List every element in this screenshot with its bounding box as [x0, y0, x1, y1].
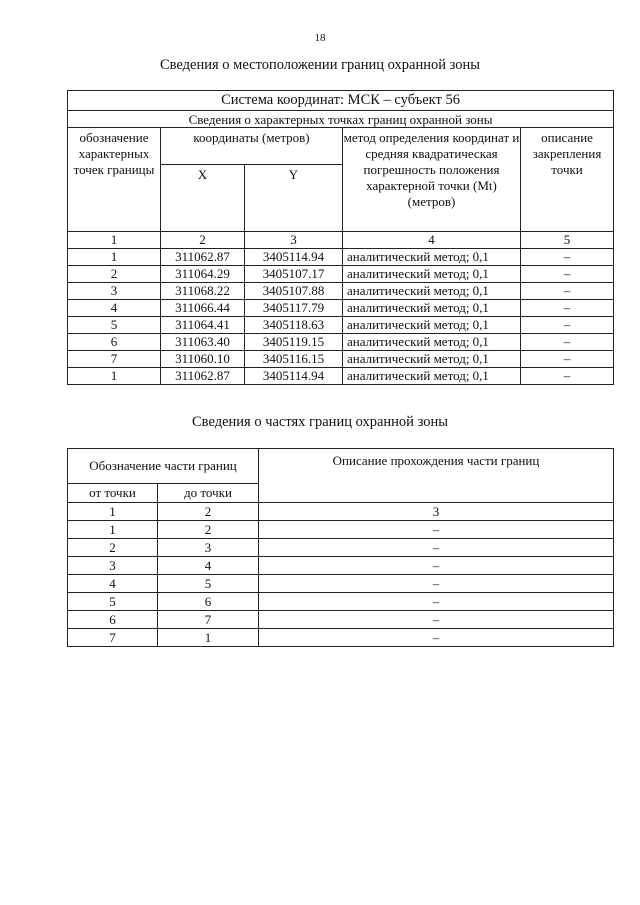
table-row: [68, 368, 614, 385]
description-cell: –: [259, 629, 614, 647]
column-number: 1: [68, 503, 158, 521]
from-cell: 4: [68, 575, 158, 593]
table-row: [68, 629, 614, 647]
description-cell: –: [521, 266, 614, 283]
y-cell: 3405116.15: [245, 351, 343, 368]
from-cell: 6: [68, 611, 158, 629]
description-cell: –: [521, 334, 614, 351]
description-cell: –: [521, 249, 614, 266]
header-from-point: от точки: [68, 484, 158, 503]
to-cell: 5: [158, 575, 259, 593]
x-cell: 311068.22: [161, 283, 245, 300]
header-description: описание закрепления точки: [521, 128, 614, 232]
section-title-location: Сведения о местоположении границ охранной зоны: [159, 57, 480, 73]
method-cell: аналитический метод; 0,1: [343, 283, 521, 300]
to-cell: 3: [158, 539, 259, 557]
table-row: [68, 317, 614, 334]
y-cell: 3405107.88: [245, 283, 343, 300]
point-cell: 6: [68, 334, 161, 351]
column-number: 3: [245, 232, 343, 249]
method-cell: аналитический метод; 0,1: [343, 317, 521, 334]
table-row: [68, 593, 614, 611]
to-cell: 2: [158, 521, 259, 539]
column-number: 4: [343, 232, 521, 249]
description-cell: –: [259, 557, 614, 575]
from-cell: 3: [68, 557, 158, 575]
point-cell: 1: [68, 368, 161, 385]
from-cell: 5: [68, 593, 158, 611]
to-cell: 7: [158, 611, 259, 629]
table-row: [68, 539, 614, 557]
table-row: [68, 249, 614, 266]
table-row: [68, 351, 614, 368]
table-row: [68, 575, 614, 593]
header-part-designation: Обозначение части границ: [68, 449, 259, 484]
description-cell: –: [521, 351, 614, 368]
column-number: 5: [521, 232, 614, 249]
table-row: [68, 557, 614, 575]
x-cell: 311062.87: [161, 249, 245, 266]
from-cell: 1: [68, 521, 158, 539]
header-part-description: Описание прохождения части границ: [259, 449, 614, 503]
method-cell: аналитический метод; 0,1: [343, 300, 521, 317]
point-cell: 2: [68, 266, 161, 283]
header-y: Y: [245, 165, 343, 232]
table-row: [68, 334, 614, 351]
table-row: [68, 266, 614, 283]
column-number: 3: [259, 503, 614, 521]
from-cell: 2: [68, 539, 158, 557]
y-cell: 3405117.79: [245, 300, 343, 317]
point-cell: 3: [68, 283, 161, 300]
table-row: [68, 283, 614, 300]
description-cell: –: [521, 317, 614, 334]
point-cell: 4: [68, 300, 161, 317]
table-row: [68, 611, 614, 629]
x-cell: 311063.40: [161, 334, 245, 351]
y-cell: 3405114.94: [245, 368, 343, 385]
header-coordinates: координаты (метров): [161, 128, 343, 165]
description-cell: –: [259, 611, 614, 629]
table-row: [68, 300, 614, 317]
from-cell: 7: [68, 629, 158, 647]
y-cell: 3405119.15: [245, 334, 343, 351]
point-cell: 5: [68, 317, 161, 334]
header-x: X: [161, 165, 245, 232]
point-cell: 1: [68, 249, 161, 266]
y-cell: 3405107.17: [245, 266, 343, 283]
x-cell: 311062.87: [161, 368, 245, 385]
point-cell: 7: [68, 351, 161, 368]
description-cell: –: [521, 300, 614, 317]
to-cell: 1: [158, 629, 259, 647]
method-cell: аналитический метод; 0,1: [343, 266, 521, 283]
x-cell: 311060.10: [161, 351, 245, 368]
method-cell: аналитический метод; 0,1: [343, 334, 521, 351]
page-number: 18: [314, 32, 326, 44]
x-cell: 311064.41: [161, 317, 245, 334]
description-cell: –: [259, 593, 614, 611]
header-to-point: до точки: [158, 484, 259, 503]
y-cell: 3405114.94: [245, 249, 343, 266]
description-cell: –: [521, 368, 614, 385]
section-title-parts: Сведения о частях границ охранной зоны: [192, 414, 448, 430]
coordinate-system: Система координат: МСК – субъект 56: [68, 91, 614, 111]
column-number: 1: [68, 232, 161, 249]
description-cell: –: [259, 539, 614, 557]
boundary-parts-table: [67, 448, 614, 647]
header-method: метод определения координат и средняя квадратическая погрешность положения характерной точки (Mt) (метров): [343, 128, 521, 232]
table-subtitle: Сведения о характерных точках границ охранной зоны: [68, 111, 614, 128]
description-cell: –: [259, 521, 614, 539]
column-number: 2: [161, 232, 245, 249]
x-cell: 311064.29: [161, 266, 245, 283]
to-cell: 4: [158, 557, 259, 575]
column-number-row: [68, 503, 614, 521]
column-number: 2: [158, 503, 259, 521]
method-cell: аналитический метод; 0,1: [343, 351, 521, 368]
description-cell: –: [259, 575, 614, 593]
column-number-row: [68, 232, 614, 249]
x-cell: 311066.44: [161, 300, 245, 317]
method-cell: аналитический метод; 0,1: [343, 368, 521, 385]
coordinates-table: [67, 90, 614, 385]
method-cell: аналитический метод; 0,1: [343, 249, 521, 266]
table-row: [68, 521, 614, 539]
description-cell: –: [521, 283, 614, 300]
header-point-designation: обозначение характерных точек границы: [68, 128, 161, 232]
to-cell: 6: [158, 593, 259, 611]
y-cell: 3405118.63: [245, 317, 343, 334]
